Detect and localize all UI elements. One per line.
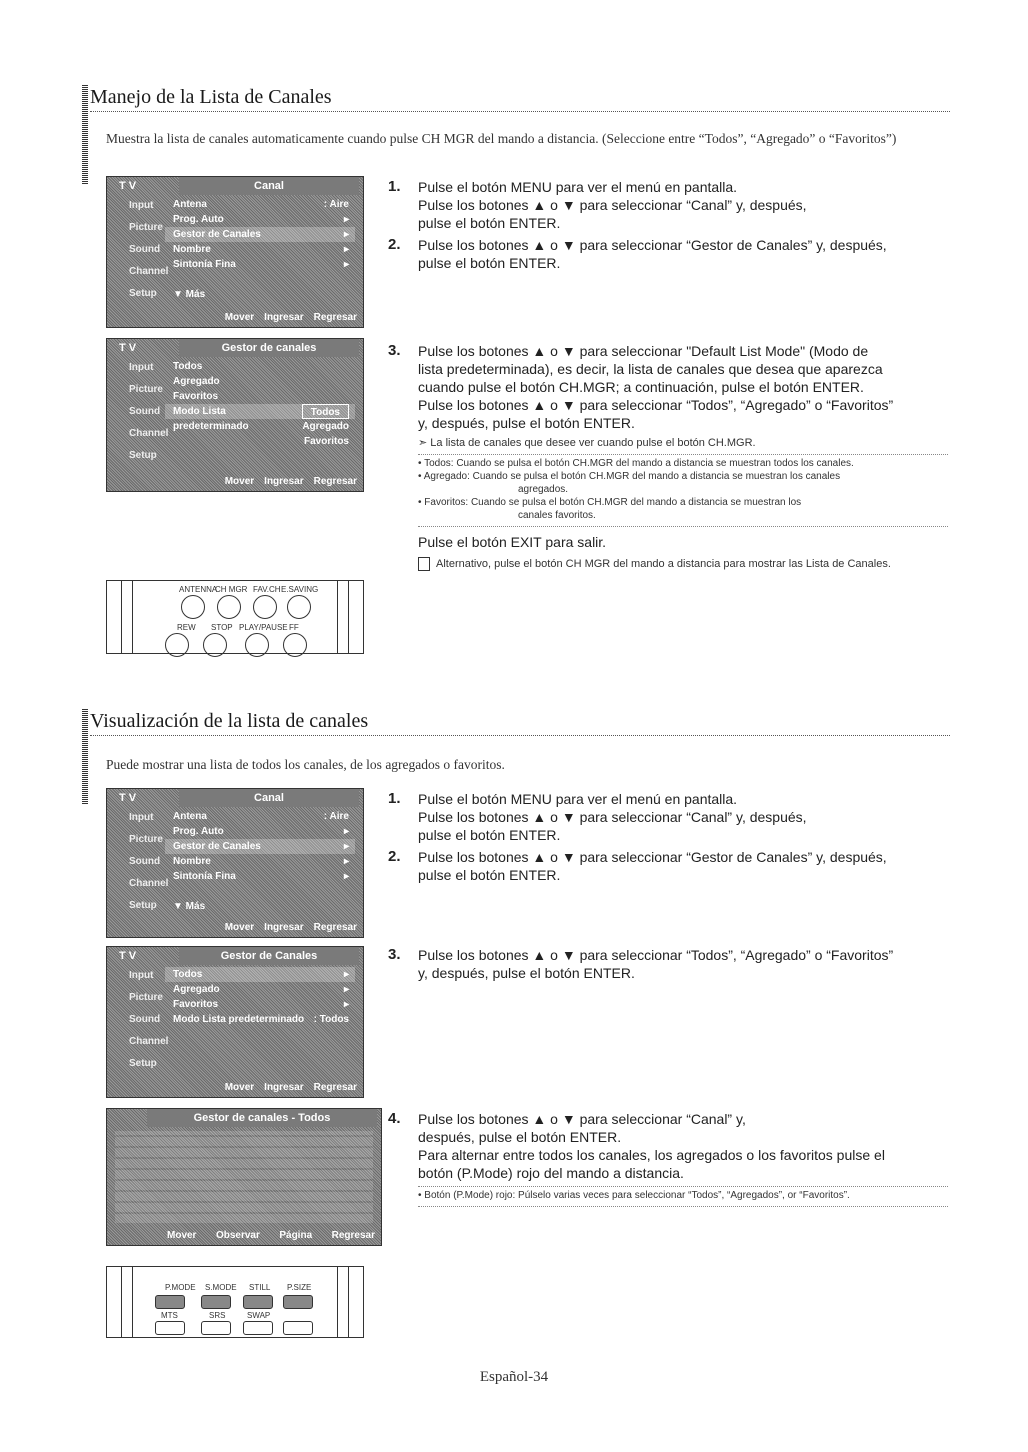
side-item: Channel xyxy=(129,1036,169,1047)
menu-title: Canal xyxy=(179,177,359,195)
menu-title: Gestor de canales - Todos xyxy=(147,1109,377,1127)
step-number: 3. xyxy=(388,342,401,359)
channel-grid xyxy=(115,1131,373,1223)
note-box xyxy=(418,454,948,527)
menu-item: Gestor de Canales xyxy=(173,841,261,852)
e-saving-button-icon xyxy=(287,595,311,619)
side-item: Input xyxy=(129,362,154,373)
note-item: canales favoritos. xyxy=(518,510,596,521)
menu-item: ▼ Más xyxy=(173,901,206,912)
side-item: Input xyxy=(129,200,154,211)
menu-item: Modo Lista predeterminado xyxy=(173,1014,305,1025)
step-line: Pulse los botones ▲ o ▼ para seleccionar "Default List Mode" (Modo de xyxy=(418,343,869,359)
foot-label: Observar xyxy=(215,1230,260,1241)
side-item: Setup xyxy=(129,288,157,299)
menu-title: Gestor de canales xyxy=(179,339,359,357)
foot-label: Ingresar xyxy=(264,312,304,323)
foot-label: Regresar xyxy=(313,312,357,323)
side-item: Picture xyxy=(129,222,163,233)
side-item: Input xyxy=(129,970,154,981)
foot-label: Regresar xyxy=(313,922,357,933)
side-item: Sound xyxy=(129,244,161,255)
side-item: Setup xyxy=(129,900,157,911)
remote-label: STOP xyxy=(211,623,233,632)
ch-mgr-button-icon xyxy=(217,595,241,619)
step-number: 2. xyxy=(388,848,401,865)
foot-label: Mover xyxy=(224,1082,255,1093)
foot-label: Mover xyxy=(224,922,255,933)
menu-value: Agregado xyxy=(302,421,349,432)
menu-item: Nombre xyxy=(173,856,211,867)
tv-screen-canal-2: T V Canal Input Picture Sound Channel Setup Antena : Aire Prog. Auto ▸ Gestor de Canales ▸ Nombre ▸ Sintonía Fina ▸ ▼ Más Mover Ingresar Regresar xyxy=(106,788,364,938)
section-marker xyxy=(82,84,88,184)
step-line: Pulse el botón MENU para ver el menú en pantalla. xyxy=(418,179,738,195)
menu-value: : Aire xyxy=(323,199,349,210)
foot-label: Regresar xyxy=(313,1082,357,1093)
menu-item: Agregado xyxy=(173,984,220,995)
remote-label: CH MGR xyxy=(215,585,248,594)
step-number: 1. xyxy=(388,790,401,807)
stop-icon xyxy=(203,633,227,657)
play-pause-icon xyxy=(245,633,269,657)
side-item: Channel xyxy=(129,428,169,439)
menu-title: Canal xyxy=(179,789,359,807)
section-marker xyxy=(82,708,88,804)
alt-note: Alternativo, pulse el botón CH MGR del mando a distancia para mostrar las Lista de Canales. xyxy=(436,558,891,570)
remote-label: REW xyxy=(177,623,196,632)
menu-value: : Todos xyxy=(313,1014,349,1025)
menu-item: Favoritos xyxy=(173,999,219,1010)
menu-item: Antena xyxy=(173,811,207,822)
side-item: Setup xyxy=(129,450,157,461)
remote-label: P.SIZE xyxy=(287,1283,312,1292)
note-item: • Botón (P.Mode) rojo: Púlselo varias veces para seleccionar “Todos”, “Agregados”, or “Favoritos”. xyxy=(418,1190,850,1201)
step-line: Pulse el botón MENU para ver el menú en pantalla. xyxy=(418,791,738,807)
note-box xyxy=(418,1186,948,1207)
foot-label: Regresar xyxy=(313,476,357,487)
section-intro-1: Muestra la lista de canales automaticamente cuando pulse CH MGR del mando a distancia. (Seleccione entre “Todos”, “Agregado” o “Favoritos”) xyxy=(106,131,897,146)
tv-screen-channel-list xyxy=(106,1108,382,1246)
note-item: • Favoritos: Cuando se pulsa el botón CH.MGR del mando a distancia se muestran los xyxy=(418,497,802,508)
menu-item: Sintonía Fina xyxy=(173,259,236,270)
s-mode-button-icon xyxy=(201,1295,231,1309)
step-line: pulse el botón ENTER. xyxy=(418,827,561,843)
foot-label: Mover xyxy=(224,476,255,487)
menu-item: Todos xyxy=(173,969,203,980)
menu-item: Antena xyxy=(173,199,207,210)
step-line: Pulse los botones ▲ o ▼ para seleccionar “Todos”, “Agregado” o “Favoritos” xyxy=(418,947,894,963)
side-item: Picture xyxy=(129,992,163,1003)
step-line: Pulse los botones ▲ o ▼ para seleccionar “Todos”, “Agregado” o “Favoritos” xyxy=(418,397,894,413)
menu-item: Prog. Auto xyxy=(173,826,224,837)
side-item: Picture xyxy=(129,384,163,395)
note-heading: ➣ La lista de canales que desee ver cuando pulse el botón CH.MGR. xyxy=(418,437,756,449)
menu-value: : Aire xyxy=(323,811,349,822)
foot-label: Mover xyxy=(167,1230,197,1241)
foot-label: Ingresar xyxy=(264,1082,304,1093)
step-line: Para alternar entre todos los canales, los agregados o los favoritos pulse el xyxy=(418,1147,885,1163)
step-line: Pulse los botones ▲ o ▼ para seleccionar “Canal” y, xyxy=(418,1111,746,1127)
side-item: Sound xyxy=(129,406,161,417)
side-item: Picture xyxy=(129,834,163,845)
remote-label: P.MODE xyxy=(165,1283,196,1292)
step-line: pulse el botón ENTER. xyxy=(418,255,561,271)
step-number: 2. xyxy=(388,236,401,253)
steps-section-1 xyxy=(388,178,948,276)
step-line: Pulse los botones ▲ o ▼ para seleccionar “Canal” y, después, xyxy=(418,809,807,825)
menu-value: Todos xyxy=(302,404,349,419)
step-line: lista predeterminada), es decir, la lista de canales que desea que aparezca xyxy=(418,361,883,377)
remote-label: ANTENNA xyxy=(179,585,218,594)
tv-screen-canal: T V Canal Input Picture Sound Channel Setup Antena : Aire Prog. Auto ▸ Gestor de Canales ▸ Nombre ▸ Sintonía Fina ▸ ▼ Más Mover Ingresar Regresar xyxy=(106,176,364,328)
step-line: Pulse los botones ▲ o ▼ para seleccionar “Gestor de Canales” y, después, xyxy=(418,849,887,865)
tv-label: T V xyxy=(119,792,137,804)
menu-item: Nombre xyxy=(173,244,211,255)
note-item: • Agregado: Cuando se pulsa el botón CH.MGR del mando a distancia se muestran los canales xyxy=(418,471,841,482)
menu-item: Modo Lista predeterminado xyxy=(173,406,249,432)
antenna-button-icon xyxy=(181,595,205,619)
mts-button-icon xyxy=(155,1321,185,1335)
foot-label: Página xyxy=(279,1230,313,1241)
step-number: 3. xyxy=(388,946,401,963)
extra-button-icon xyxy=(283,1321,313,1335)
exit-instruction: Pulse el botón EXIT para salir. xyxy=(418,534,607,550)
foot-label: Mover xyxy=(224,312,255,323)
side-item: Channel xyxy=(129,266,169,277)
step-line: después, pulse el botón ENTER. xyxy=(418,1129,622,1145)
step-line: y, después, pulse el botón ENTER. xyxy=(418,415,635,431)
fav-ch-button-icon xyxy=(253,595,277,619)
step-line: Pulse los botones ▲ o ▼ para seleccionar “Canal” y, después, xyxy=(418,197,807,213)
steps-section-2c xyxy=(388,1110,948,1217)
remote-label: S.MODE xyxy=(205,1283,237,1292)
step-line: pulse el botón ENTER. xyxy=(418,215,561,231)
step-line: pulse el botón ENTER. xyxy=(418,867,561,883)
section-intro-2: Puede mostrar una lista de todos los canales, de los agregados o favoritos. xyxy=(106,757,505,772)
p-mode-button-icon xyxy=(155,1295,185,1309)
step-number: 4. xyxy=(388,1110,401,1127)
section-title-1: Manejo de la Lista de Canales xyxy=(90,86,950,112)
side-item: Sound xyxy=(129,1014,161,1025)
remote-label: STILL xyxy=(249,1283,271,1292)
step-line: y, después, pulse el botón ENTER. xyxy=(418,965,635,981)
menu-item: Todos xyxy=(173,361,203,372)
menu-item: Sintonía Fina xyxy=(173,871,236,882)
foot-label: Regresar xyxy=(331,1230,375,1241)
menu-item: Prog. Auto xyxy=(173,214,224,225)
menu-item: Gestor de Canales xyxy=(173,229,261,240)
side-item: Setup xyxy=(129,1058,157,1069)
menu-item: Agregado xyxy=(173,376,220,387)
steps-section-1b xyxy=(388,342,948,575)
side-item: Channel xyxy=(129,878,169,889)
steps-section-2b xyxy=(388,946,948,986)
step-line: Pulse los botones ▲ o ▼ para seleccionar “Gestor de Canales” y, después, xyxy=(418,237,887,253)
note-icon xyxy=(418,557,430,571)
note-item: • Todos: Cuando se pulsa el botón CH.MGR del mando a distancia se muestran todos los canales. xyxy=(418,458,854,469)
remote-label: SWAP xyxy=(247,1311,271,1320)
srs-button-icon xyxy=(201,1321,231,1335)
tv-label: T V xyxy=(119,950,137,962)
tv-screen-gestor-2: T V Gestor de Canales Input Picture Sound Channel Setup Todos ▸ Agregado ▸ Favoritos ▸ Modo Lista predeterminado : Todos Mover Ingresar Regresar xyxy=(106,946,364,1098)
remote-label: E.SAVING xyxy=(281,585,319,594)
remote-label: FAV.CH xyxy=(253,585,281,594)
swap-button-icon xyxy=(243,1321,273,1335)
tv-label: T V xyxy=(119,342,137,354)
note-item: agregados. xyxy=(518,484,569,495)
tv-screen-gestor xyxy=(106,338,364,492)
step-number: 1. xyxy=(388,178,401,195)
menu-value: Favoritos xyxy=(303,436,349,447)
remote-illustration-2 xyxy=(106,1266,364,1338)
ff-icon xyxy=(283,633,307,657)
steps-section-2 xyxy=(388,790,948,888)
foot-label: Ingresar xyxy=(264,922,304,933)
step-line: botón (P.Mode) rojo del mando a distancia. xyxy=(418,1165,684,1181)
p-size-button-icon xyxy=(283,1295,313,1309)
section-title-2: Visualización de la lista de canales xyxy=(90,710,950,736)
foot-label: Ingresar xyxy=(264,476,304,487)
remote-label: MTS xyxy=(161,1311,178,1320)
remote-illustration xyxy=(106,580,364,654)
menu-item: ▼ Más xyxy=(173,289,206,300)
remote-label: PLAY/PAUSE xyxy=(239,623,288,632)
still-button-icon xyxy=(243,1295,273,1309)
step-line: cuando pulse el botón CH.MGR; a continuación, pulse el botón ENTER. xyxy=(418,379,864,395)
side-item: Sound xyxy=(129,856,161,867)
rew-icon xyxy=(165,633,189,657)
menu-title: Gestor de Canales xyxy=(179,947,359,965)
page-number: Español-34 xyxy=(479,1369,549,1385)
menu-item: Favoritos xyxy=(173,391,219,402)
side-item: Input xyxy=(129,812,154,823)
remote-label: SRS xyxy=(209,1311,226,1320)
remote-label: FF xyxy=(289,623,299,632)
tv-label: T V xyxy=(119,180,137,192)
